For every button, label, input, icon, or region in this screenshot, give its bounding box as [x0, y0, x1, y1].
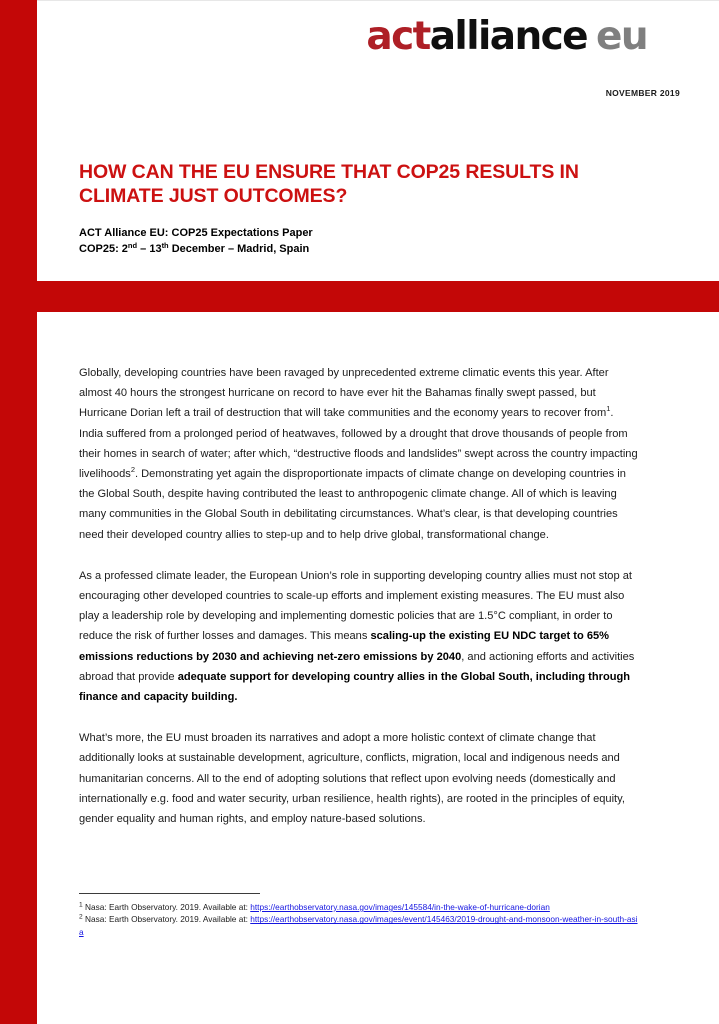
subtitle-line-paper-name: ACT Alliance EU: COP25 Expectations Paper [79, 227, 313, 239]
footnote-item [79, 913, 639, 938]
top-hairline-divider [37, 0, 719, 1]
red-horizontal-band [0, 281, 719, 312]
p2-bold-adequate-support: adequate support for developing country allies in the Global South, including through finance and capacity building. [79, 670, 631, 704]
footnote-text: Nasa: Earth Observatory. 2019. Available at: [82, 914, 251, 925]
p1-segment-b: . India suffered from a prolonged period of heatwaves, followed by a drought that drove thousands of people from their homes in search of water; after which, “destructive floods and landslides” swept across the country impacting livelihoods [79, 407, 638, 481]
p2-bold-ndc-target: scaling-up the existing EU NDC target to 65% emissions reductions by 2030 and achieving net-zero emissions by 2040 [79, 630, 610, 663]
red-left-sidebar-accent [0, 0, 37, 1024]
p1-segment-a: Globally, developing countries have been ravaged by unprecedented extreme climatic events this year. After almost 40 hours the strongest hurricane on record to have ever hit the Bahamas finally swept passed, but Hurricane Dorian left a trail of destruction that will take communities and the economy years to recover from [79, 367, 609, 420]
document-subtitle [79, 226, 649, 257]
footnote-marker: 2 [79, 913, 83, 921]
footnote-separator-rule [79, 893, 260, 894]
footnote-ref-1[interactable]: 1 [606, 404, 611, 414]
subtitle-location-suffix: December – Madrid, Spain [168, 242, 310, 255]
footnote-item [79, 901, 639, 913]
logo-text-eu: eu [595, 14, 647, 59]
footnote-ref-2[interactable]: 2 [130, 465, 135, 475]
paragraph-three: What’s more, the EU must broaden its narratives and adopt a more holistic context of climate change that additionally looks at sustainable development, agriculture, conflicts, migration, local and indigenous needs and humanitarian concerns. All to the end of adopting solutions that reflect upon evolving needs (domestically and internationally e.g. food and water security, urban resilience, health rights), are rooted in the principles of equity, gender equality and human rights, and employ nature-based solutions. [79, 732, 625, 826]
page-title: HOW CAN THE EU ENSURE THAT COP25 RESULTS IN CLIMATE JUST OUTCOMES? [79, 161, 579, 208]
p2-segment-b: , and actioning efforts and activities abroad that provide [79, 650, 635, 683]
p1-segment-c: . Demonstrating yet again the disproportionate impacts of climate change on developing countries in the Global South, despite having contributed the least to anthropogenic climate change. All of which is leaving many communities in the Global South in debilitating circumstances. What’s clear, is that developing countries need their developed country allies to step-up and to help drive global, transformational change. [79, 468, 626, 541]
subtitle-ordinal-th: th [161, 240, 169, 250]
paragraph-one [79, 363, 639, 545]
subtitle-cop-prefix: COP25: 2 [79, 242, 128, 255]
footnotes-section [79, 901, 639, 938]
footnote-marker: 1 [79, 901, 83, 909]
actalliance-eu-logo [366, 14, 647, 59]
logo-text-act: act [366, 14, 430, 59]
logo-text-alliance: alliance [429, 14, 587, 59]
footnote-link[interactable]: https://earthobservatory.nasa.gov/images/event/145463/2019-drought-and-monsoon-weather-in-south-asia [79, 914, 638, 937]
body-content [79, 363, 639, 829]
paragraph-two [79, 566, 639, 707]
footnote-link[interactable]: https://earthobservatory.nasa.gov/images/145584/in-the-wake-of-hurricane-dorian [250, 902, 550, 912]
subtitle-dash-mid: – 13 [137, 242, 162, 255]
subtitle-ordinal-nd: nd [127, 240, 138, 250]
footnote-text: Nasa: Earth Observatory. 2019. Available at: [82, 902, 251, 912]
subtitle-line-event-dates [79, 242, 649, 258]
publication-date: NOVEMBER 2019 [605, 88, 680, 98]
p2-segment-a: As a professed climate leader, the European Union’s role in supporting developing country allies must not stop at encouraging other developed countries to scale-up efforts and implement existing measures. The EU must also play a leadership role by developing and implementing domestic policies that are 1.5°C compliant, in order to reduce the risk of further losses and damages. This means [79, 569, 632, 643]
